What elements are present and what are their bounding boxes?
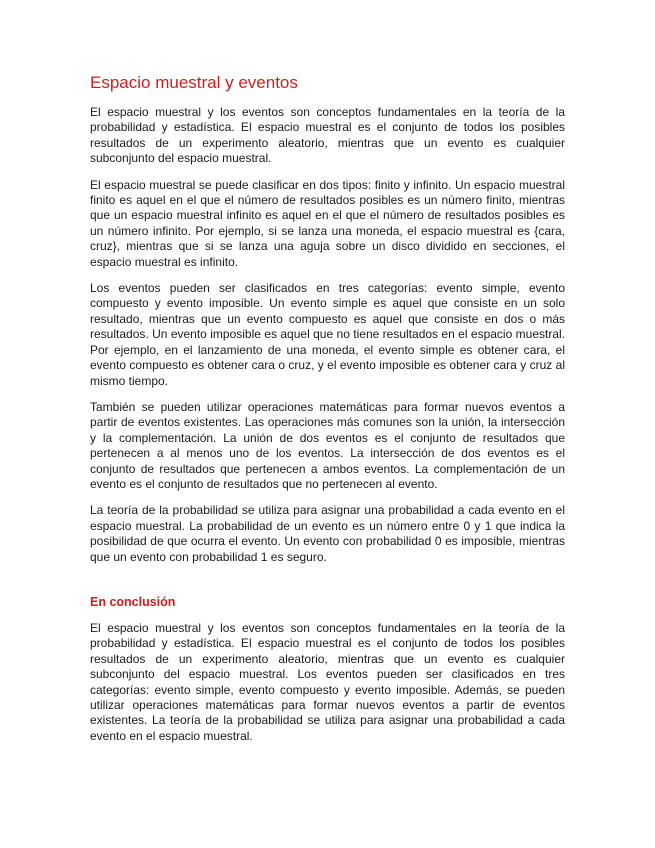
conclusion-paragraph: El espacio muestral y los eventos son conceptos fundamentales en la teoría de la probabilidad y estadística. El espacio muestral es el conjunto de todos los posibles resultados de un experimento aleatorio, mientras que un evento es cualquier subconjunto del espacio muestral. Los eventos pueden ser clasificados en tres categorías: evento simple, evento compuesto y evento imposible. Además, se pueden utilizar operaciones matemáticas para formar nuevos eventos a partir de eventos existentes. La teoría de la probabilidad se utiliza para asignar una probabilidad a cada evento en el espacio muestral. — [90, 620, 565, 743]
intro-paragraph: El espacio muestral y los eventos son conceptos fundamentales en la teoría de la probabilidad y estadística. El espacio muestral es el conjunto de todos los posibles resultados de un experimento aleatorio, mientras que un evento es cualquier subconjunto del espacio muestral. — [90, 105, 565, 166]
sample-space-types-paragraph: El espacio muestral se puede clasificar en dos tipos: finito y infinito. Un espacio muestral finito es aquel en el que el número de resultados posibles es un número finito, mientras que un espacio muestral infinito es aquel en el que el número de resultados posibles es un número infinito. Por ejemplo, si se lanza una moneda, el espacio muestral es {cara, cruz}, mientras que si se lanza una aguja sobre un disco dividido en secciones, el espacio muestral es infinito. — [90, 177, 565, 269]
document-title: Espacio muestral y eventos — [90, 73, 298, 92]
document-page — [90, 72, 565, 755]
conclusion-heading: En conclusión — [90, 594, 176, 609]
event-operations-paragraph: También se pueden utilizar operaciones matemáticas para formar nuevos eventos a partir de eventos existentes. Las operaciones más comunes son la unión, la intersección y la complementación. La unión de dos eventos es el conjunto de resultados que pertenecen a al menos uno de los eventos. La intersección de dos eventos es el conjunto de resultados que pertenecen a ambos eventos. La complementación de un evento es el conjunto de resultados que no pertenecen al evento. — [90, 399, 565, 491]
event-categories-paragraph: Los eventos pueden ser clasificados en tres categorías: evento simple, evento compuesto y evento imposible. Un evento simple es aquel que consiste en un solo resultado, mientras que un evento compuesto es aquel que consiste en dos o más resultados. Un evento imposible es aquel que no tiene resultados en el espacio muestral. Por ejemplo, en el lanzamiento de una moneda, el evento simple es obtener cara, el evento compuesto es obtener cara o cruz, y el evento imposible es obtener cara y cruz al mismo tiempo. — [90, 281, 565, 388]
probability-paragraph: La teoría de la probabilidad se utiliza para asignar una probabilidad a cada evento en el espacio muestral. La probabilidad de un evento es un número entre 0 y 1 que indica la posibilidad de que ocurra el evento. Un evento con probabilidad 0 es imposible, mientras que un evento con probabilidad 1 es seguro. — [90, 503, 565, 564]
